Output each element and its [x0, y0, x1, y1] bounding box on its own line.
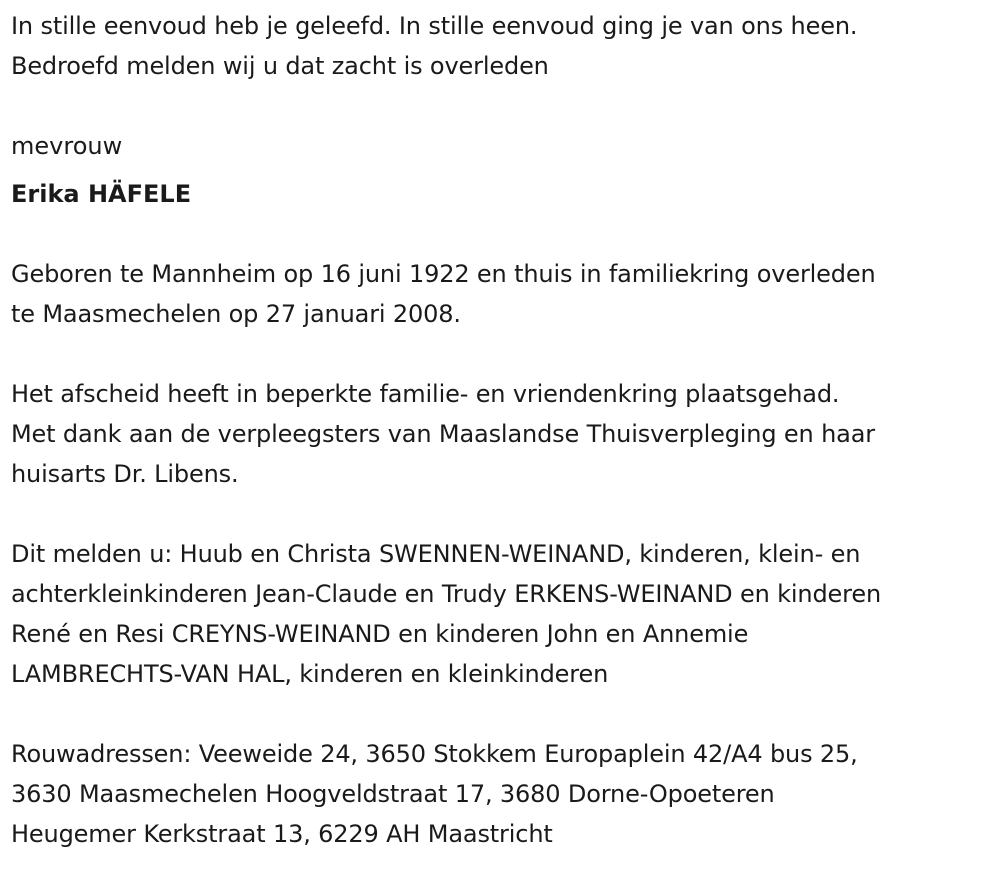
birth-line: Geboren te Mannheim op 16 juni 1922 en thuis in familiekring overleden: [11, 260, 876, 288]
family-line: Dit melden u: Huub en Christa SWENNEN-WEINAND, kinderen, klein- en: [11, 540, 861, 568]
birth-line: te Maasmechelen op 27 januari 2008.: [11, 300, 461, 328]
family-line: LAMBRECHTS-VAN HAL, kinderen en kleinkinderen: [11, 660, 609, 688]
addresses-paragraph: [11, 734, 996, 854]
deceased-name: Erika HÄFELE: [11, 180, 192, 208]
farewell-line: huisarts Dr. Libens.: [11, 460, 239, 488]
family-line: achterkleinkinderen Jean-Claude en Trudy ERKENS-WEINAND en kinderen: [11, 580, 882, 608]
opening-line: In stille eenvoud heb je geleefd. In stille eenvoud ging je van ons heen.: [11, 12, 858, 40]
deceased-title: mevrouw: [11, 132, 123, 160]
farewell-paragraph: [11, 374, 996, 494]
family-paragraph: [11, 534, 996, 694]
opening-line: Bedroefd melden wij u dat zacht is overleden: [11, 52, 549, 80]
death-notice: [11, 6, 996, 854]
farewell-line: Het afscheid heeft in beperkte familie- en vriendenkring plaatsgehad.: [11, 380, 840, 408]
address-line: 3630 Maasmechelen Hoogveldstraat 17, 3680 Dorne-Opoeteren: [11, 780, 775, 808]
opening-paragraph: [11, 6, 996, 86]
farewell-line: Met dank aan de verpleegsters van Maaslandse Thuisverpleging en haar: [11, 420, 875, 448]
birth-paragraph: [11, 254, 996, 334]
family-line: René en Resi CREYNS-WEINAND en kinderen John en Annemie: [11, 620, 749, 648]
deceased-block: [11, 126, 996, 214]
address-line: Rouwadressen: Veeweide 24, 3650 Stokkem Europaplein 42/A4 bus 25,: [11, 740, 858, 768]
address-line: Heugemer Kerkstraat 13, 6229 AH Maastricht: [11, 820, 553, 848]
